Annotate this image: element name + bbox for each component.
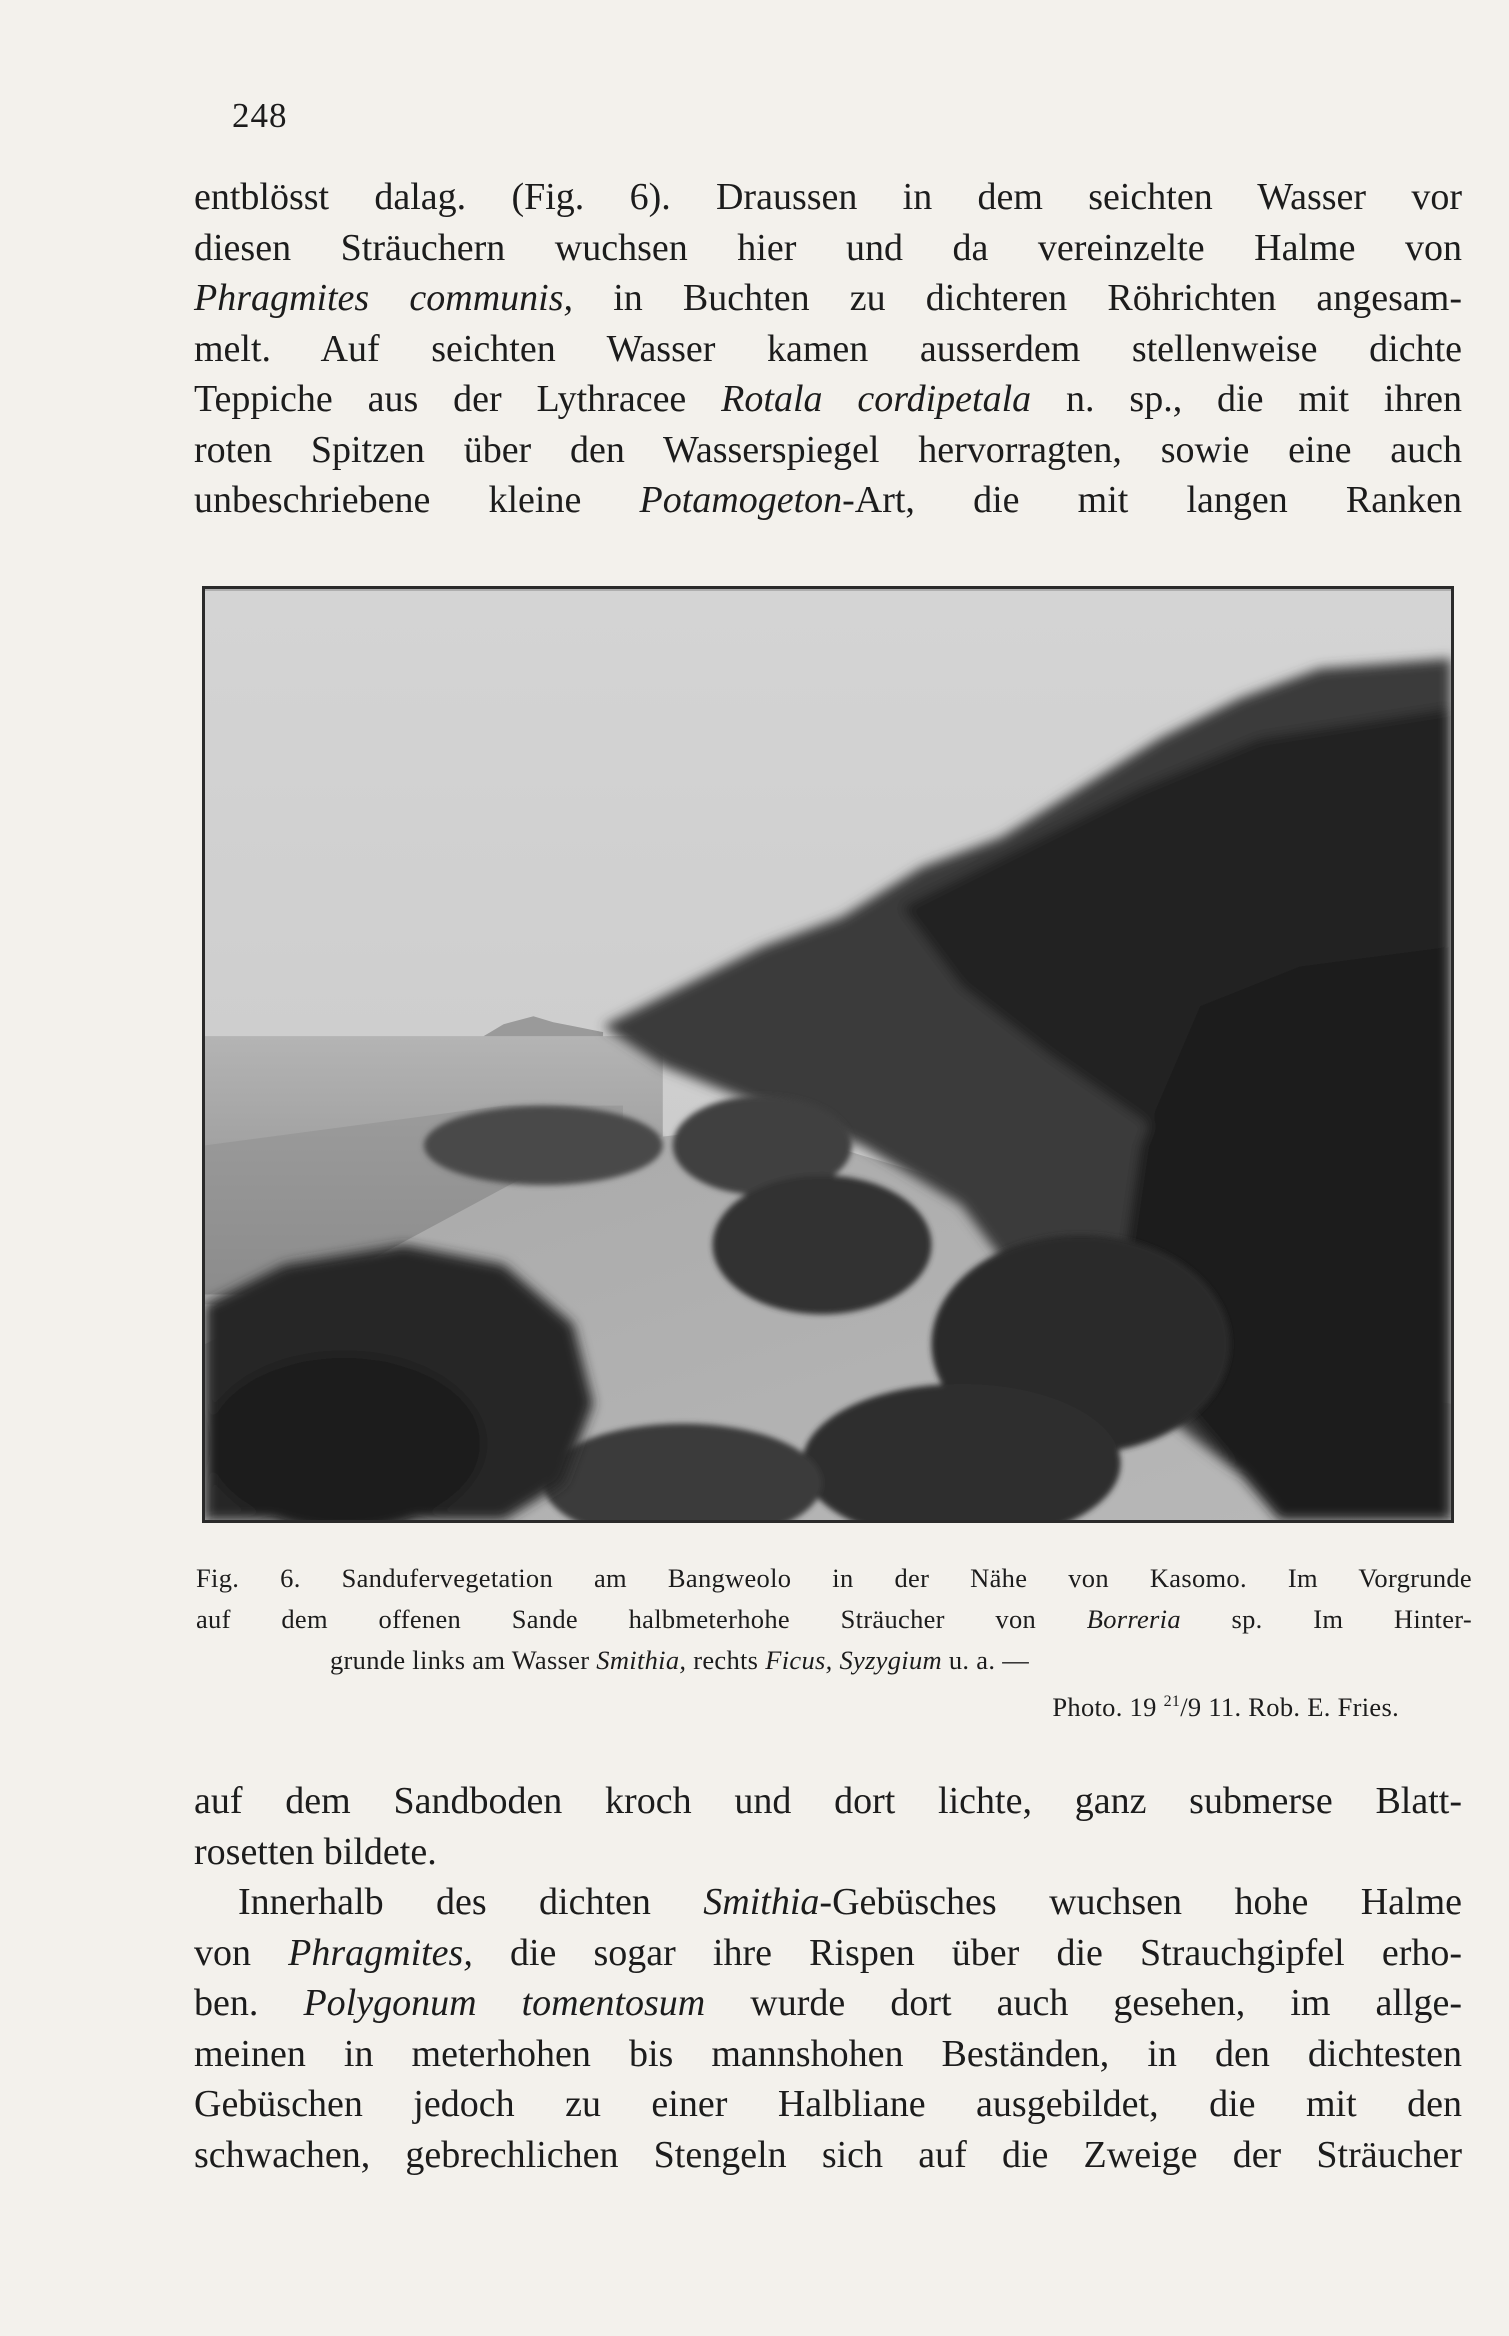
- text-line: entblösst dalag. (Fig. 6). Draussen in dem seichten Wasser vor: [194, 176, 1462, 218]
- text-line: Teppiche aus der Lythracee Rotala cordipetala n. sp., die mit ihren: [194, 378, 1462, 420]
- text-line: auf dem Sandboden kroch und dort lichte, ganz submerse Blatt-: [194, 1780, 1462, 1822]
- caption-line: Fig. 6. Sandufervegetation am Bangweolo in der Nähe von Kasomo. Im Vorgrunde: [196, 1563, 1472, 1593]
- text-line: ben. Polygonum tomentosum wurde dort auch gesehen, im allge-: [194, 1982, 1462, 2024]
- text-line: diesen Sträuchern wuchsen hier und da vereinzelte Halme von: [194, 226, 1462, 269]
- paragraph-bottom: [194, 1776, 1462, 2180]
- paragraph-top: [194, 172, 1462, 526]
- figure-photo: [202, 586, 1454, 1523]
- photo-credit: Photo. 19 $^{21}$/9 11. Rob. E. Fries.: [1052, 1691, 1399, 1722]
- page-number: 248: [232, 96, 288, 135]
- text-line: meinen in meterhohen bis mannshohen Beständen, in den dichtesten: [194, 2032, 1462, 2075]
- shore-vegetation-photo: [205, 589, 1451, 1520]
- text-line: Phragmites communis, in Buchten zu dichteren Röhrichten angesam-: [194, 277, 1462, 319]
- text-line: von Phragmites, die sogar ihre Rispen über die Strauchgipfel erho-: [194, 1931, 1463, 1974]
- text-line: unbeschriebene kleine Potamogeton-Art, die mit langen Ranken: [194, 479, 1462, 521]
- text-line: Gebüschen jedoch zu einer Halbliane ausgebildet, die mit den: [194, 2083, 1462, 2125]
- figure-caption: [196, 1558, 1472, 1728]
- caption-line: grunde links am Wasser Smithia, rechts Ficus, Syzygium u. a. —: [330, 1645, 1029, 1675]
- text-line: schwachen, gebrechlichen Stengeln sich auf die Zweige der Sträucher: [194, 2133, 1462, 2176]
- text-line: melt. Auf seichten Wasser kamen ausserdem stellenweise dichte: [194, 327, 1462, 370]
- text-line: rosetten bildete.: [194, 1830, 437, 1873]
- text-line: roten Spitzen über den Wasserspiegel hervorragten, sowie eine auch: [194, 428, 1462, 471]
- caption-line: auf dem offenen Sande halbmeterhohe Sträucher von Borreria sp. Im Hinter-: [196, 1604, 1472, 1634]
- text-line: Innerhalb des dichten Smithia-Gebüsches wuchsen hohe Halme: [238, 1881, 1462, 1923]
